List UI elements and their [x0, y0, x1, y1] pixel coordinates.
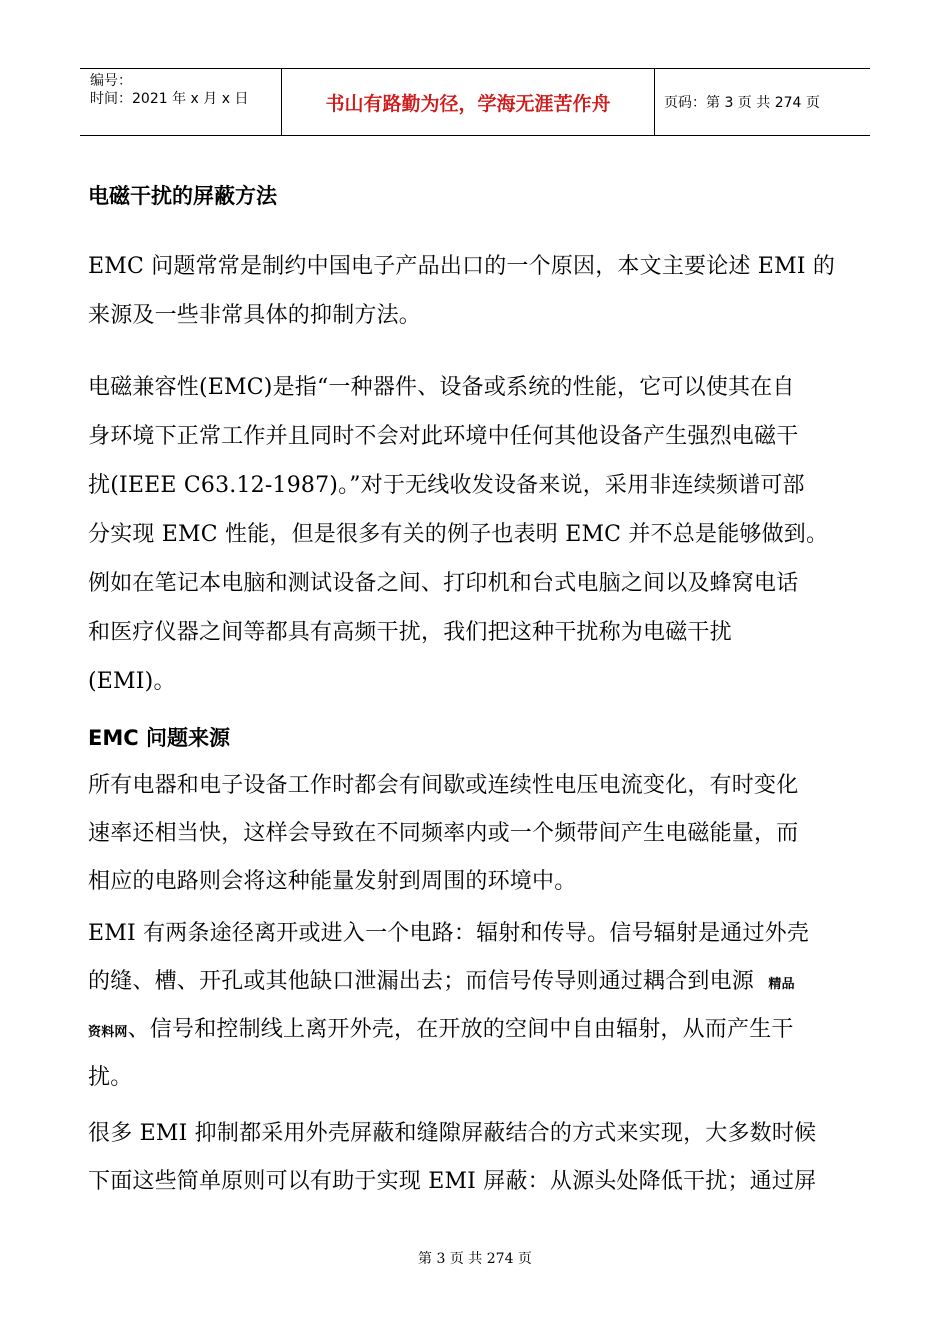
header-meta-cell	[80, 69, 282, 135]
text-line: 速率还相当快，这样会导致在不同频率内或一个频带间产生电磁能量，而	[88, 821, 799, 846]
document-title: 电磁干扰的屏蔽方法	[88, 184, 277, 208]
page-footer: 第 3 页 共 274 页	[418, 1251, 532, 1267]
text-line: 相应的电路则会将这种能量发射到周围的环境中。	[88, 869, 577, 894]
text-line: 和医疗仪器之间等都具有高频干扰，我们把这种干扰称为电磁干扰	[88, 620, 732, 645]
header-page-info: 页码：第 3 页 共 274 页	[664, 95, 820, 111]
text-line: 分实现 EMC 性能，但是很多有关的例子也表明 EMC 并不总是能够做到。	[88, 522, 829, 547]
header-page-cell	[655, 69, 870, 135]
source-paragraph	[88, 762, 858, 906]
text-line: 所有电器和电子设备工作时都会有间歇或连续性电压电流变化，有时变化	[88, 773, 799, 798]
text-line: EMC 问题常常是制约中国电子产品出口的一个原因，本文主要论述 EMI 的	[88, 254, 836, 279]
text-line	[88, 1006, 858, 1054]
watermark-inline-text: 资料网	[88, 1025, 128, 1040]
paths-paragraph	[88, 910, 858, 1102]
header-number-label: 编号：	[90, 73, 132, 89]
section-heading: EMC 问题来源	[88, 726, 230, 750]
text-line: 电磁兼容性(EMC)是指“一种器件、设备或系统的性能，它可以使其在自	[88, 375, 795, 400]
text-line-main: 的缝、槽、开孔或其他缺口泄漏出去；而信号传导则通过耦合到电源	[88, 969, 755, 994]
page-header	[80, 68, 870, 136]
watermark-inline-text: 精品	[768, 977, 795, 992]
text-line: 下面这些简单原则可以有助于实现 EMI 屏蔽：从源头处降低干扰；通过屏	[88, 1169, 817, 1194]
text-line: 身环境下正常工作并且同时不会对此环境中任何其他设备产生强烈电磁干	[88, 424, 799, 449]
text-line-main: 、信号和控制线上离开外壳，在开放的空间中自由辐射，从而产生干	[127, 1017, 794, 1042]
text-line: (EMI)。	[88, 669, 176, 694]
text-line: 来源及一些非常具体的抑制方法。	[88, 303, 422, 328]
text-line: 很多 EMI 抑制都采用外壳屏蔽和缝隙屏蔽结合的方式来实现，大多数时候	[88, 1121, 817, 1146]
text-line: 扰(IEEE C63.12-1987)。”对于无线收发设备来说，采用非连续频谱可部	[88, 473, 805, 498]
intro-paragraph	[88, 242, 858, 340]
text-line	[88, 958, 858, 1006]
shielding-paragraph	[88, 1110, 858, 1206]
definition-paragraph	[88, 363, 858, 706]
header-motto: 书山有路勤为径，学海无涯苦作舟	[325, 92, 611, 115]
text-line: EMI 有两条途径离开或进入一个电路：辐射和传导。信号辐射是通过外壳	[88, 921, 810, 946]
header-motto-cell	[282, 69, 655, 135]
text-line: 扰。	[88, 1065, 133, 1090]
text-line: 例如在笔记本电脑和测试设备之间、打印机和台式电脑之间以及蜂窝电话	[88, 571, 799, 596]
header-date-label: 时间：2021 年 x 月 x 日	[90, 91, 249, 107]
